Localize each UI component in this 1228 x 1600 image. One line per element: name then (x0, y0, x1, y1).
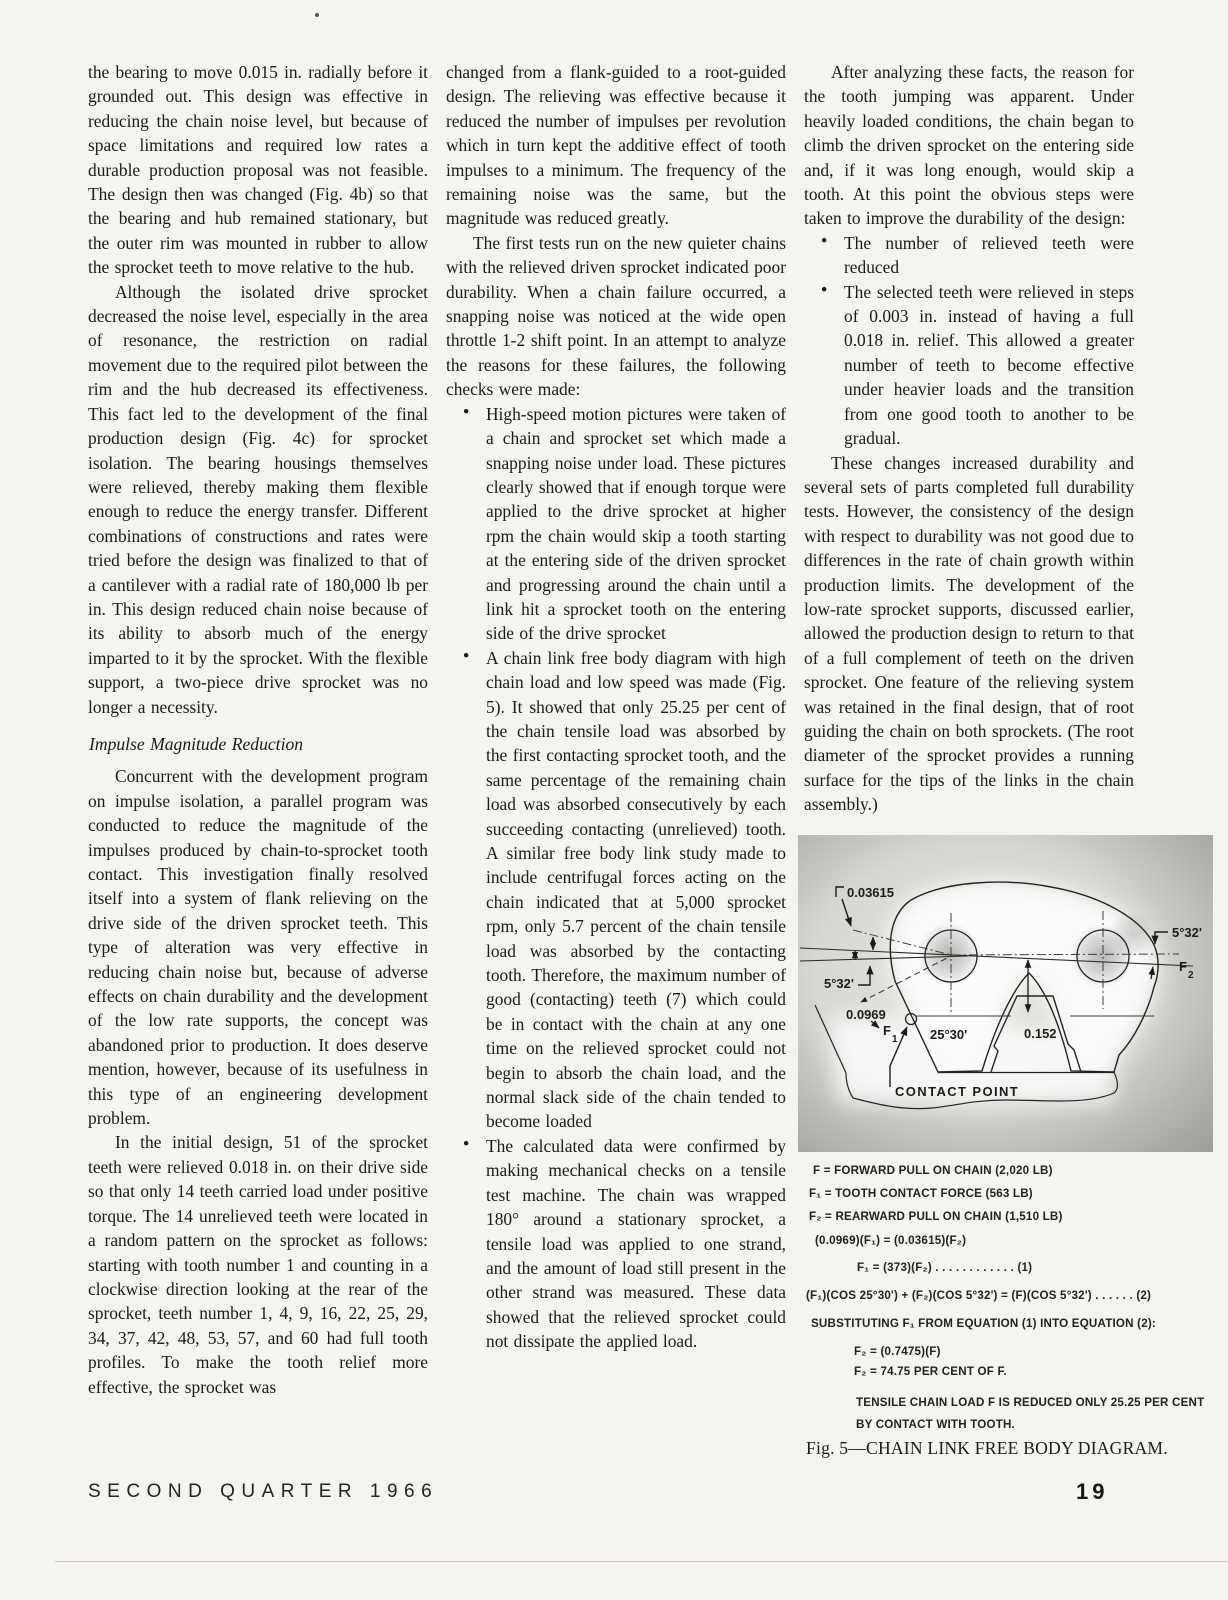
bullet-icon: ● (821, 234, 828, 246)
list-item (446, 646, 786, 1134)
bullet-icon: ● (463, 1137, 470, 1149)
angle-label-flank: 25°30' (930, 1027, 968, 1042)
paragraph: the bearing to move 0.015 in. radially before it grounded out. This design was effective in reducing the chain noise level, but because of space limitations and required low rates a durable production proposal was not feasible. The design then was changed (Fig. 4b) so that the bearing and hub remained stationary, but the outer rim was mounted in rubber to allow the sprocket teeth to move relative to the hub. (88, 62, 428, 278)
bullet-icon: ● (463, 405, 470, 417)
legend-line: F = FORWARD PULL ON CHAIN (2,020 LB) (813, 1164, 1053, 1177)
section-heading: Impulse Magnitude Reduction (89, 733, 304, 754)
list-item (804, 231, 1134, 280)
list-item-text: The selected teeth were relieved in steps of 0.003 in. instead of having a full 0.018 in. relief. This allowed a greater number of teeth to become effective under heavier loads and the transition from one good tooth to another to be gradual. (844, 281, 1134, 449)
paragraph: Concurrent with the development program on impulse isolation, a parallel program was conducted to reduce the magnitude of the impulses produced by chain-to-sprocket tooth contact. This investigation finally resolved itself into a system of flank relieving on the drive side of the driven sprocket teeth. This type of alteration was very effective in reducing chain noise but, because of adverse effects on chain durability and the development of the low rate supports, the concept was abandoned prior to production. It does deserve mention, however, because of its usefulness in this type of an engineering development problem. (88, 766, 428, 1129)
paragraph: After analyzing these facts, the reason for the tooth jumping was apparent. Under heavily loaded conditions, the chain began to climb the driven sprocket on the entering side and, if it was long enough, would skip a tooth. At this point the obvious steps were taken to improve the durability of the design: (804, 62, 1134, 229)
bullet-icon: ● (821, 283, 828, 295)
list-item-text: The calculated data were confirmed by making mechanical checks on a tensile test machine. The chain was wrapped 180° around a stationary sprocket, a tensile load was applied to one strand, and the amount of load still present in the other strand was measured. These data showed that the relieved sprocket could not dissipate the applied load. (486, 1135, 786, 1352)
force-label-f1: F (883, 1023, 891, 1038)
column-3 (804, 60, 1134, 817)
column-2 (446, 60, 786, 1354)
dim-label-0152: 0.152 (1024, 1026, 1057, 1041)
figure-caption: Fig. 5—CHAIN LINK FREE BODY DIAGRAM. (806, 1438, 1168, 1458)
column-1 (88, 60, 428, 1399)
dim-label-003615: 0.03615 (847, 885, 894, 900)
legend-line: F₂ = 74.75 PER CENT OF F. (854, 1365, 1007, 1378)
force-label-f2: F (1179, 959, 1187, 974)
paragraph: changed from a flank-guided to a root-guided design. The relieving was effective because it reduced the number of impulses per revolution which in turn kept the additive effect of tooth impulses to a minimum. The frequency of the remaining noise was the same, but the magnitude was reduced greatly. (446, 62, 786, 229)
equation-1: F₁ = (373)(F₂) . . . . . . . . . . . . (1) (857, 1261, 1033, 1274)
list-item-text: High-speed motion pictures were taken of a chain and sprocket set which made a snapping noise under load. These pictures clearly showed that if enough torque were applied to the drive sprocket at higher rpm the chain would skip a tooth starting at the entering side of the driven sprocket and progressing around the chain until a link hit a sprocket tooth on the entering side of the drive sprocket (486, 403, 786, 644)
scan-line (55, 1561, 1228, 1562)
contact-point-label: CONTACT POINT (895, 1084, 1020, 1099)
legend-line: SUBSTITUTING F₁ FROM EQUATION (1) INTO EQUATION (2): (811, 1317, 1156, 1330)
figure-photo (798, 835, 1213, 1152)
angle-label-right: 5°32' (1172, 925, 1202, 940)
paragraph: Although the isolated drive sprocket decreased the noise level, especially in the area of resonance, the restriction on radial movement due to the required pilot between the rim and the hub decreased its effectiveness. This fact led to the development of the final production design (Fig. 4c) for sprocket isolation. The bearing housings themselves were relieved, thereby making them flexible enough to reduce the energy transfer. Different combinations of constructions and rates were tried before the design was finalized to that of a cantilever with a radial rate of 180,000 lb per in. This design reduced chain noise because of its ability to absorb much of the energy imparted to it by the sprocket. With the flexible support, a two-piece drive sprocket was no longer a necessity. (88, 281, 428, 717)
journal-footer: SECOND QUARTER 1966 (88, 1481, 439, 1502)
dim-label-00969: 0.0969 (846, 1007, 886, 1022)
legend-line: F₁ = TOOTH CONTACT FORCE (563 LB) (809, 1187, 1033, 1200)
legend-line: (0.0969)(F₁) = (0.03615)(F₂) (815, 1234, 967, 1247)
legend-line: TENSILE CHAIN LOAD F IS REDUCED ONLY 25.25 PER CENT BY CONTACT WITH TOOTH. (856, 1396, 1205, 1431)
equation-2: (F₁)(COS 25°30') + (F₂)(COS 5°32') = (F)(COS 5°32') . . . . . . (2) (806, 1289, 1152, 1302)
list-item (446, 402, 786, 646)
figure-legend (798, 1152, 1218, 1442)
paragraph: The first tests run on the new quieter chains with the relieved driven sprocket indicated poor durability. When a chain failure occurred, a snapping noise was noticed at the wide open throttle 1-2 shift point. In an attempt to analyze the reasons for these failures, the following checks were made: (446, 232, 786, 400)
bullet-icon: ● (463, 649, 470, 661)
force-label-f2-sub: 2 (1188, 970, 1194, 981)
angle-label-left: 5°32' (824, 976, 854, 991)
page-number: 19 (1076, 1479, 1109, 1504)
scan-speck (315, 13, 319, 17)
force-label-f1-sub: 1 (892, 1034, 898, 1045)
list-item (446, 1134, 786, 1354)
paragraph: These changes increased durability and several sets of parts completed full durability tests. However, the consistency of the design with respect to durability was not good due to differences in the rate of chain growth within production limits. The development of the low-rate sprocket supports, discussed earlier, allowed the production design to return to that of a full complement of teeth on the driven sprocket. One feature of the relieving system was retained in the final design, that of root guiding the chain on both sprockets. (The root diameter of the sprocket provides a running surface for the tips of the links in the chain assembly.) (804, 452, 1134, 815)
list-item-text: The number of relieved teeth were reduced (844, 232, 1134, 278)
list-item-text: A chain link free body diagram with high chain load and low speed was made (Fig. 5). It showed that only 25.25 per cent of the chain tensile load was absorbed by the first contacting sprocket tooth, and the same percentage of the remaining chain load was absorbed consecutively by each succeeding contacting (unrelieved) tooth. A similar free body link study made to include centrifugal forces acting on the chain indicated that at 5,000 sprocket rpm, only 5.7 percent of the chain tensile load was absorbed by the contacting tooth. Therefore, the maximum number of good (contacting) teeth (7) which could be in contact with the chain at any one time on the relieved sprocket could not begin to absorb the chain load, and the normal slack side of the chain tended to become loaded (486, 647, 786, 1132)
legend-line: F₂ = REARWARD PULL ON CHAIN (1,510 LB) (809, 1210, 1063, 1223)
legend-line: F₂ = (0.7475)(F) (854, 1345, 941, 1358)
list-item (804, 280, 1134, 451)
paragraph: In the initial design, 51 of the sprocket teeth were relieved 0.018 in. on their drive side so that only 14 teeth carried load under positive torque. The 14 unrelieved teeth were located in a random pattern on the sprocket as follows: starting with tooth number 1 and counting in a clockwise direction looking at the rear of the sprocket, teeth number 1, 4, 9, 16, 22, 25, 29, 34, 37, 42, 48, 53, 57, and 60 had full tooth profiles. To make the tooth relief more effective, the sprocket was (88, 1132, 428, 1397)
